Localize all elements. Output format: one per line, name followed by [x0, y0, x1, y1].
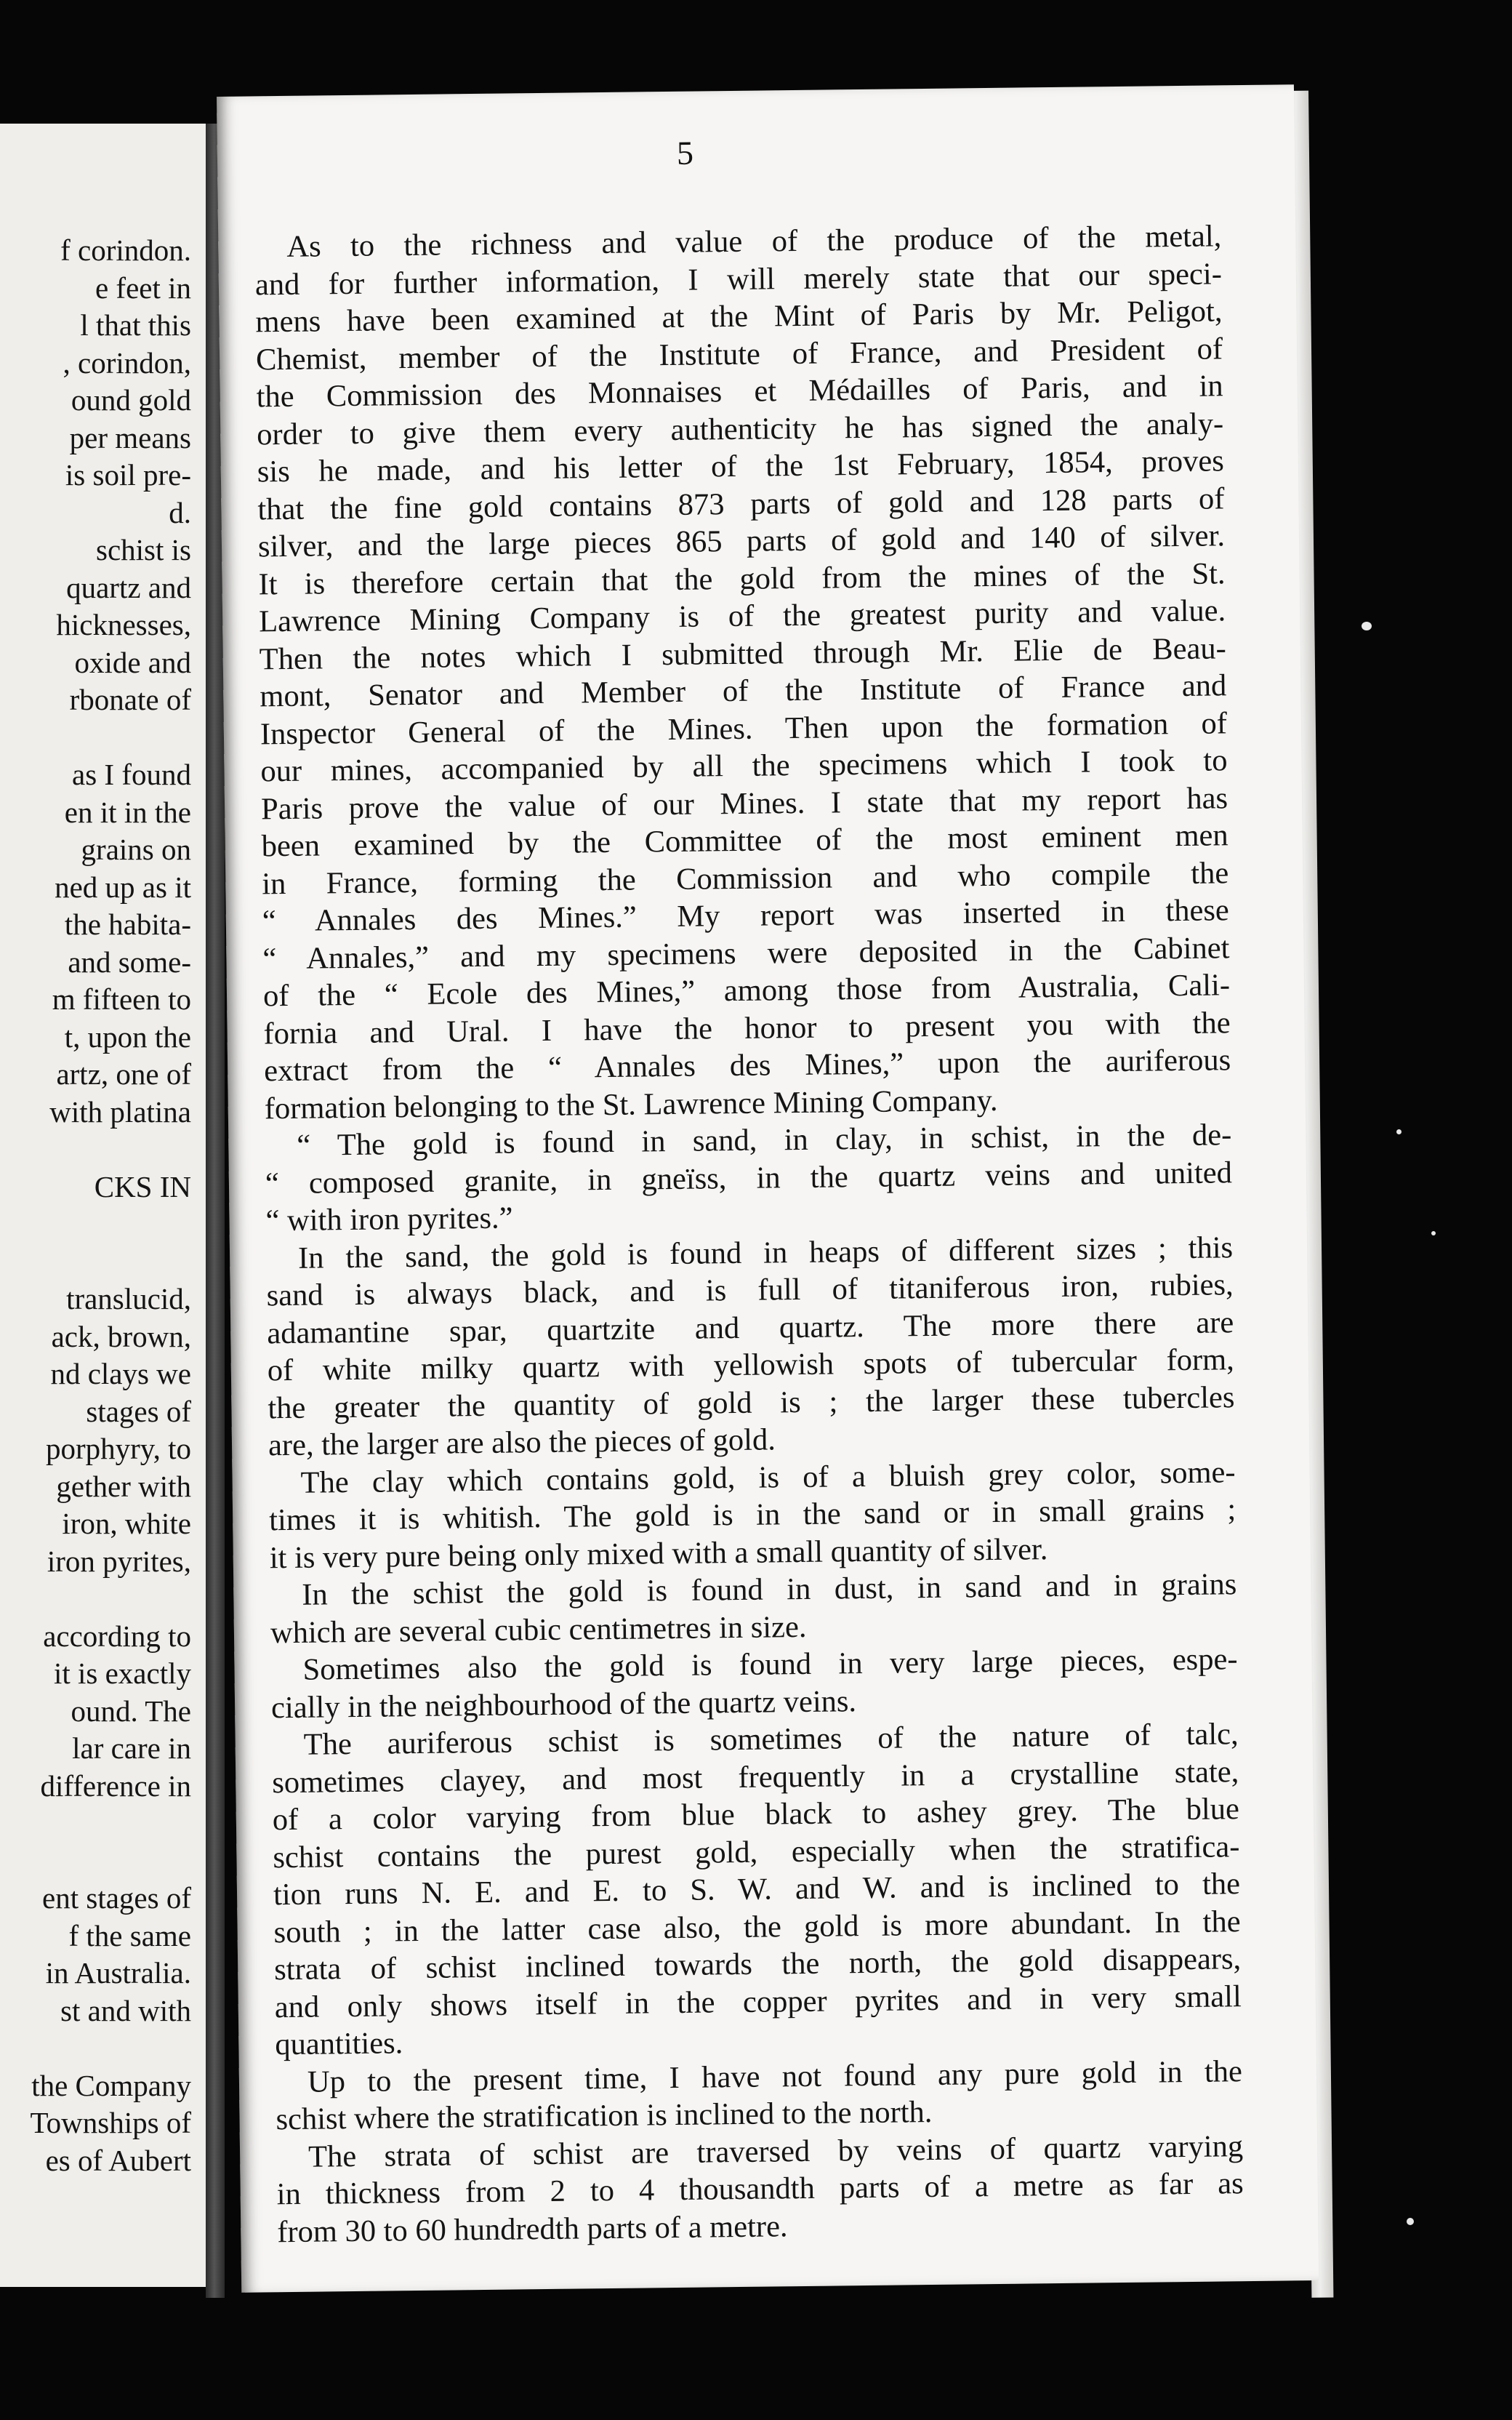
left-page-line: porphyry, to [45, 1432, 191, 1465]
left-page-line: ound. The [71, 1694, 191, 1728]
text-line: silver, and the large pieces 865 parts of gold and 140 of silver. [257, 518, 1226, 564]
text-line: sand is always black, and is full of titaniferous iron, rubies, [266, 1267, 1234, 1313]
text-line: tion runs N. E. and E. to S. W. and W. and is inclined to the [273, 1867, 1241, 1912]
text-line: Then the notes which I submitted through Mr. Elie de Beau- [259, 630, 1226, 676]
text-line: The strata of schist are traversed by veins of quartz varying [307, 2128, 1244, 2174]
left-page-line: translucid, [66, 1282, 191, 1315]
left-page-line: ack, brown, [51, 1319, 191, 1353]
text-line: adamantine spar, quartzite and quartz. The more there are [267, 1305, 1234, 1350]
film-speck [1362, 622, 1372, 630]
left-page-line: en it in the [64, 795, 191, 829]
left-page-line: Townships of [30, 2106, 191, 2139]
text-line: fornia and Ural. I have the honor to present you with the [263, 1005, 1231, 1051]
left-page-line: the Company [31, 2068, 191, 2102]
text-line: are, the larger are also the pieces of gold. [268, 1422, 776, 1463]
text-line: the Commission des Monnaises et Médailles of Paris, and in [256, 369, 1223, 414]
left-page-line: m fifteen to [52, 982, 191, 1016]
left-page [0, 124, 206, 2287]
text-line: sis he made, and his letter of the 1st February, 1854, proves [257, 444, 1225, 489]
text-line: Lawrence Mining Company is of the greatest purity and value. [258, 593, 1226, 639]
text-line: our mines, accompanied by all the specimens which I took to [260, 743, 1228, 789]
left-page-line: CKS IN [94, 1169, 191, 1203]
film-speck [1431, 1231, 1436, 1235]
left-page-line: iron pyrites, [47, 1544, 191, 1578]
text-line: in France, forming the Commission and who compile the [262, 855, 1229, 901]
text-line: of the “ Ecole des Mines,” among those from Australia, Cali- [262, 968, 1231, 1014]
text-line: sometimes clayey, and most frequently in a crystalline state, [272, 1754, 1239, 1800]
left-page-line: ent stages of [42, 1881, 191, 1915]
text-line: schist contains the purest gold, especially when the stratifica- [273, 1829, 1240, 1875]
text-line: Inspector General of the Mines. Then upon the formation of [260, 705, 1228, 751]
text-line: “ Annales,” and my specimens were deposited in the Cabinet [262, 930, 1230, 976]
text-line: mont, Senator and Member of the Institute of France and [260, 668, 1227, 714]
left-page-line: hicknesses, [56, 608, 191, 641]
left-page-line: per means [69, 420, 191, 454]
body-text [254, 217, 1244, 2251]
left-page-line: iron, white [62, 1507, 191, 1540]
text-line: and for further information, I will merely state that our speci- [254, 256, 1223, 302]
text-line: In the sand, the gold is found in heaps of different sizes ; this [297, 1230, 1234, 1275]
text-line: “ with iron pyrites.” [265, 1201, 513, 1238]
left-page-line: the habita- [64, 908, 191, 941]
text-line: in thickness from 2 to 4 thousandth parts of a metre as far as [276, 2166, 1244, 2212]
left-page-line: and some- [68, 945, 191, 979]
film-speck [1396, 1129, 1402, 1134]
left-page-line: according to [43, 1619, 191, 1653]
left-page-line: quartz and [66, 570, 191, 604]
text-line: As to the richness and value of the produce of the metal, [286, 219, 1222, 264]
text-line: of white milky quartz with yellowish spots of tubercular form, [267, 1342, 1235, 1388]
text-line: extract from the “ Annales des Mines,” upon the auriferous [263, 1043, 1231, 1089]
left-page-line: nd clays we [50, 1357, 191, 1390]
left-page-text [0, 124, 206, 2287]
text-line: Sometimes also the gold is found in very large pieces, espe- [302, 1642, 1238, 1687]
text-line: The clay which contains gold, is of a bluish grey color, some- [300, 1454, 1236, 1500]
left-page-line: in Australia. [45, 1956, 191, 1990]
left-page-line: oxide and [74, 645, 191, 679]
left-page-line: ned up as it [55, 870, 191, 904]
left-page-line: e feet in [94, 271, 191, 305]
text-line: from 30 to 60 hundredth parts of a metre. [277, 2208, 788, 2249]
left-page-line: l that this [80, 308, 191, 342]
left-page-line: grains on [81, 833, 191, 866]
text-line: strata of schist inclined towards the north, the gold disappears, [273, 1942, 1242, 1987]
text-line: schist where the stratification is inclined to the north. [276, 2095, 933, 2137]
left-page-line: t, upon the [64, 1019, 191, 1054]
text-line: times it is whitish. The gold is in the sand or in small grains ; [268, 1492, 1236, 1538]
left-page-line: is soil pre- [65, 458, 191, 492]
text-line: “ composed granite, in gneïss, in the quartz veins and united [265, 1155, 1233, 1201]
text-line: Chemist, member of the Institute of France, and President of [255, 331, 1223, 377]
text-line: the greater the quantity of gold is ; the larger these tubercles [268, 1379, 1235, 1425]
text-line: south ; in the latter case also, the gold is more abundant. In the [273, 1904, 1241, 1950]
text-line: that the fine gold contains 873 parts of gold and 128 parts of [257, 481, 1225, 526]
left-page-line: rbonate of [69, 683, 191, 716]
left-page-line: lar care in [72, 1731, 191, 1765]
left-page-line: d. [169, 495, 191, 529]
text-line: formation belonging to the St. Lawrence Mining Company. [264, 1083, 998, 1126]
film-speck [1407, 2218, 1414, 2225]
right-page [217, 84, 1319, 2293]
left-page-line: schist is [96, 533, 191, 566]
left-page-line: gether with [56, 1469, 191, 1503]
left-page-line: f corindon. [60, 233, 191, 267]
text-line: Up to the present time, I have not found any pure gold in the [307, 2054, 1243, 2099]
left-page-line: with platina [49, 1094, 191, 1129]
text-line: It is therefore certain that the gold from the mines of the St. [258, 556, 1226, 601]
text-line: “ Annales des Mines.” My report was inserted in these [262, 893, 1230, 939]
text-line: been examined by the Committee of the most eminent men [261, 818, 1228, 864]
text-line: of a color varying from blue black to ashey grey. The blue [272, 1792, 1240, 1838]
left-page-line: es of Aubert [45, 2143, 191, 2177]
text-line: order to give them every authenticity he has signed the analy- [257, 406, 1224, 452]
text-line: “ The gold is found in sand, in clay, in schist, in the de- [297, 1118, 1232, 1163]
left-page-line: st and with [60, 1993, 191, 2027]
text-line: which are several cubic centimetres in size. [270, 1609, 807, 1650]
text-line: cially in the neighbourhood of the quartz veins. [270, 1683, 857, 1725]
text-line: In the schist the gold is found in dust, in sand and in grains [302, 1567, 1237, 1612]
text-line: mens have been examined at the Mint of Paris by Mr. Peligot, [255, 294, 1223, 340]
left-page-line: ound gold [71, 383, 191, 417]
text-line: Paris prove the value of our Mines. I state that my report has [260, 780, 1228, 826]
left-page-line: it is exactly [53, 1656, 191, 1690]
text-line: it is very pure being only mixed with a small quantity of silver. [269, 1531, 1048, 1575]
page-number: 5 [676, 134, 694, 172]
left-page-line: stages of [86, 1394, 191, 1428]
text-line: and only shows itself in the copper pyrites and in very small [274, 1979, 1242, 2024]
left-page-line: difference in [40, 1768, 191, 1803]
left-page-line: as I found [72, 758, 191, 791]
text-line: The auriferous schist is sometimes of the nature of talc, [303, 1717, 1239, 1762]
left-page-line: , corindon, [63, 345, 191, 380]
left-page-line: f the same [68, 1918, 191, 1952]
left-page-line: artz, one of [56, 1057, 191, 1091]
text-line: quantities. [275, 2026, 403, 2062]
